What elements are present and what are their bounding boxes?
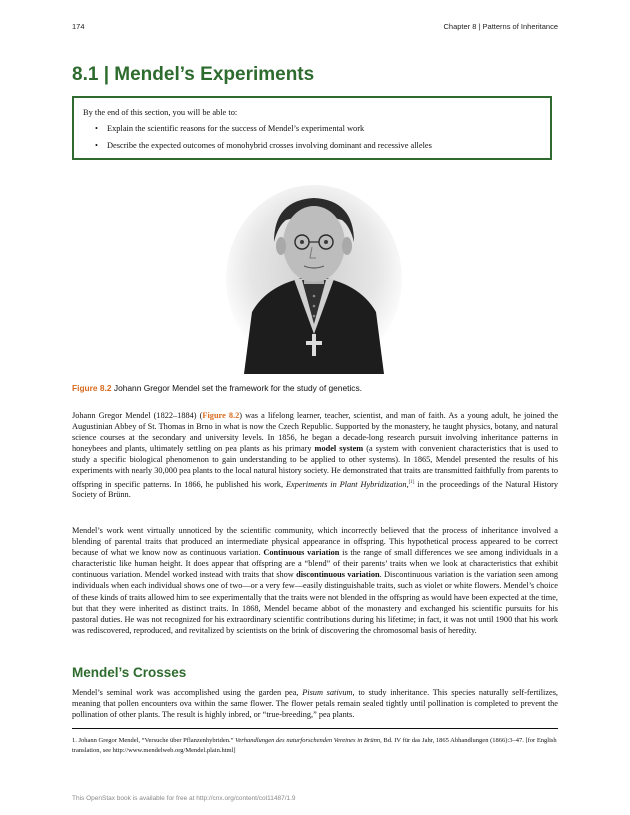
text-run: (a system with convenient characteristics that is used to study a specific biological phenomenon to gain understanding to be applied to other systems). In 1865, Mendel presented the results of his experiments with nearly 30,000 pea plants to the local natural history society. He demonstrated that traits are transmitted faithfully from parents to offspring in specific patterns. In 1866, he published his work, bbox=[72, 444, 558, 489]
learning-objectives-box bbox=[72, 96, 552, 160]
publication-title: Experiments in Plant Hybridization bbox=[285, 479, 407, 489]
paragraph-variation bbox=[72, 525, 558, 636]
page-footer: This OpenStax book is available for free at http://cnx.org/content/col11487/1.9 bbox=[72, 795, 296, 802]
text-run: ) was a lifelong learner, teacher, scientist, and man of faith. As a young adult, he joined the Augustinian Abbey of St. Thomas in Brno in what is now the Czech Republic. Supported by the monastery, he taught physics, botany, and natural science courses at the secondary and university levels. In 1856, he began a decade-long research pursuit involving inheritance patterns in honeybees and plants, ultimately settling on pea plants as his primary bbox=[72, 411, 559, 454]
page-header bbox=[72, 22, 558, 36]
section-title: 8.1 | Mendel’s Experiments bbox=[72, 64, 315, 85]
text-run: , Bd. IV für das Jahr, 1865 Abhandlungen (1866):3–47. [for English translation, see http://www.mendelweb.org/Mendel.plain.html] bbox=[72, 737, 557, 754]
chapter-title: Chapter 8 | Patterns of Inheritance bbox=[443, 22, 558, 31]
key-term: discontinuous variation bbox=[296, 570, 380, 580]
text-run: Mendel’s seminal work was accomplished using the garden pea, bbox=[72, 688, 303, 697]
text-run: in the proceedings of the Natural History Society of Brünn. bbox=[72, 479, 559, 500]
figure-reference-link[interactable]: Figure 8.2 bbox=[202, 411, 240, 420]
text-run: 1. Johann Gregor Mendel, “Versuche über Pflanzenhybriden.” bbox=[72, 737, 236, 744]
text-run: , bbox=[406, 479, 409, 489]
text-run: , to study inheritance. This species naturally self-fertilizes, meaning that pollen encounters ova within the same flower. The flower petals remain sealed tightly until pollination is completed to prevent the pollination of other plants. The result is highly inbred, or “true-breeding,” pea plants. bbox=[72, 688, 559, 720]
objective-item: • Explain the scientific reasons for the success of Mendel’s experimental work bbox=[107, 123, 540, 134]
footnote-reference[interactable]: [1] bbox=[408, 479, 415, 485]
text-run: Johann Gregor Mendel (1822–1884) ( bbox=[72, 411, 203, 420]
footnote-divider bbox=[72, 728, 558, 729]
section-heading: Mendel’s Crosses bbox=[72, 665, 187, 680]
objectives-list bbox=[83, 123, 540, 151]
objective-item: • Describe the expected outcomes of monohybrid crosses involving dominant and recessive alleles bbox=[107, 140, 540, 151]
journal-title: Verhandlungen des naturforschenden Vereines in Brünn bbox=[235, 737, 381, 744]
footnote bbox=[72, 736, 558, 756]
text-run: . Discontinuous variation is the variation seen among individuals when each individual shows one of two—or a very few—easily distinguishable traits, such as violet or white flowers. Mendel’s choice of these kinds of traits allowed him to see experimentally that the traits were not blended in the offspring as would have been expected at the time, but that they were inherited as distinct traits. In 1868, Mendel became abbot of the monastery and exchanged his scientific pursuits for his pastoral duties. He was not recognized for his extraordinary scientific contributions during his lifetime; in fact, it was not until 1900 that his work was rediscovered, reproduced, and revitalized by scientists on the brink of discovering the chromosomal basis of heredity. bbox=[72, 570, 558, 635]
figure-label: Figure 8.2 bbox=[72, 383, 112, 393]
paragraph-mendel-biography bbox=[72, 410, 558, 501]
figure-caption-text: Johann Gregor Mendel set the framework for the study of genetics. bbox=[113, 383, 363, 393]
mendel-portrait-image bbox=[224, 184, 404, 374]
key-term: model system bbox=[314, 444, 364, 454]
figure-caption bbox=[72, 383, 558, 393]
species-name: Pisum sativum bbox=[302, 688, 353, 697]
text-run: is the range of small differences we see among individuals in a characteristic like human height. It does appear that offspring are a “blend” of their parents’ traits when we look at characteristics that exhibit continuous variation. Mendel worked instead with traits that show bbox=[72, 548, 558, 580]
text-run: Mendel’s work went virtually unnoticed by the scientific community, which incorrectly believed that the process of inheritance involved a blending of parental traits that produced an intermediate physical appearance in offspring. This hypothetical process appeared to be correct because of what we know now as continuous variation. bbox=[72, 526, 558, 558]
key-term: Continuous variation bbox=[263, 548, 340, 558]
page-number: 174 bbox=[72, 22, 85, 31]
objectives-intro: By the end of this section, you will be able to: bbox=[83, 108, 238, 117]
paragraph-mendels-crosses bbox=[72, 687, 558, 720]
